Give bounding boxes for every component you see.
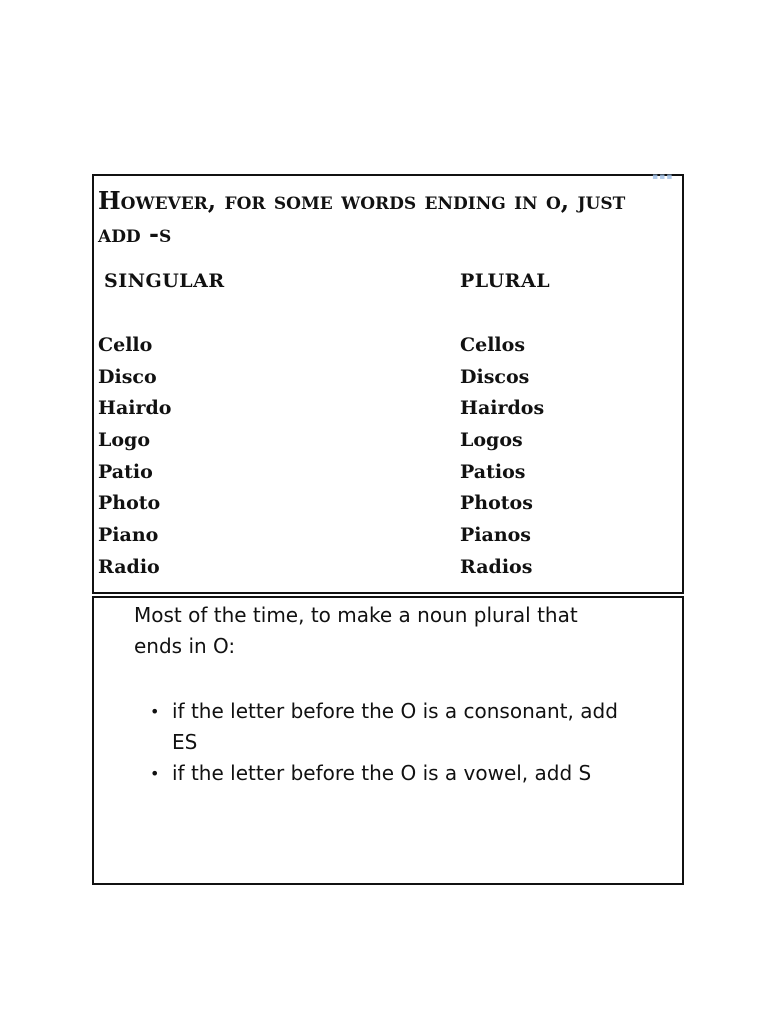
bullet-icon: • <box>150 764 160 783</box>
rules-list <box>134 696 642 789</box>
watermark-icon: ▪▪▪ <box>652 172 674 182</box>
plural-word: Discos <box>460 365 530 388</box>
plural-word: Radios <box>460 555 533 578</box>
singular-word: Cello <box>98 334 153 356</box>
plural-word: Photos <box>460 492 533 515</box>
singular-word-list <box>98 330 171 584</box>
singular-word: Piano <box>98 524 159 547</box>
singular-word: Disco <box>98 365 157 388</box>
bullet-icon: • <box>150 702 160 721</box>
singular-word: Patio <box>98 460 153 483</box>
plural-o-words-box <box>92 174 684 594</box>
rule-item <box>150 696 642 758</box>
plural-word: Logos <box>460 429 523 452</box>
singular-column-header: SINGULAR <box>104 270 225 292</box>
rules-intro: Most of the time, to make a noun plural that ends in O: <box>134 603 578 658</box>
rule-item <box>150 758 642 789</box>
singular-word: Logo <box>98 429 150 452</box>
singular-word: Photo <box>98 492 161 515</box>
plural-word-list <box>460 330 544 584</box>
plural-rules-box <box>92 596 684 885</box>
plural-word: Pianos <box>460 524 531 547</box>
box-heading: However, for some words ending in o, just add -s <box>98 186 626 248</box>
rule-text: if the letter before the O is a vowel, add S <box>172 761 592 785</box>
singular-word: Hairdo <box>98 397 172 420</box>
plural-column-header: PLURAL <box>460 270 551 292</box>
rule-text: if the letter before the O is a consonant, add ES <box>172 699 618 754</box>
singular-word: Radio <box>98 555 160 578</box>
plural-word: Cellos <box>460 334 526 356</box>
plural-word: Patios <box>460 460 526 483</box>
plural-word: Hairdos <box>460 397 545 420</box>
